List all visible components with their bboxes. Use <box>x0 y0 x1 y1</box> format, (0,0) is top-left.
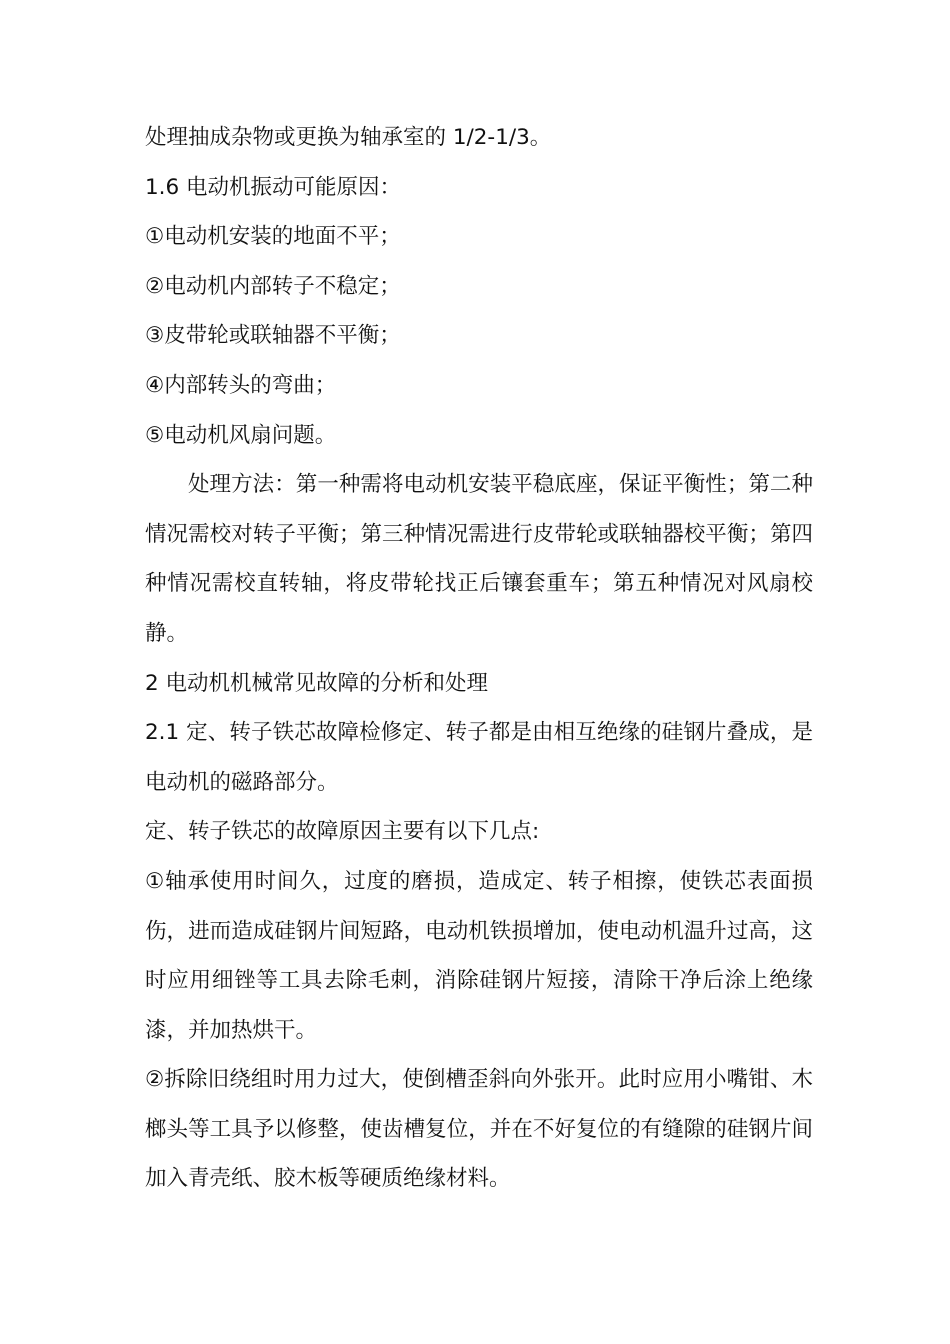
heading-vibration-causes: 1.6 电动机振动可能原因： <box>145 174 402 200</box>
list-item-unbalanced-pulley: ③皮带轮或联轴器不平衡； <box>145 323 401 349</box>
list-item-bearing-wear: ①轴承使用时间久，过度的磨损，造成定、转子相擦，使铁芯表面损伤，进而造成硅钢片间短路，电动机铁损增加，使电动机温升过高，这时应用细锉等工具去除毛刺，消除硅钢片短接，清除干净后涂上绝缘漆，并加热烘干。 <box>145 868 813 1043</box>
paragraph-bearing-chamber-note: 处理抽成杂物或更换为轴承室的 1/2-1/3。 <box>145 125 552 150</box>
paragraph-treatment-methods: 处理方法：第一种需将电动机安装平稳底座，保证平衡性；第二种情况需校对转子平衡；第三种情况需进行皮带轮或联轴器校平衡；第四种情况需校直转轴，将皮带轮找正后镶套重车；第五种情况对风扇校静。 <box>145 472 813 646</box>
paragraph-core-fault-causes-intro: 定、转子铁芯的故障原因主要有以下几点: <box>145 819 540 845</box>
document-body <box>145 113 813 1204</box>
list-item-fan-problem: ⑤电动机风扇问题。 <box>145 422 337 448</box>
list-item-winding-removal: ②拆除旧绕组时用力过大，使倒槽歪斜向外张开。此时应用小嘴钳、木榔头等工具予以修整，使齿槽复位，并在不好复位的有缝隙的硅钢片间加入青壳纸、胶木板等硬质绝缘材料。 <box>145 1067 813 1192</box>
list-item-bent-shaft: ④内部转头的弯曲； <box>145 372 337 398</box>
heading-mechanical-faults: 2 电动机机械常见故障的分析和处理 <box>145 670 489 696</box>
list-item-unstable-rotor: ②电动机内部转子不稳定； <box>145 273 401 299</box>
list-item-uneven-ground: ①电动机安装的地面不平； <box>145 224 401 250</box>
paragraph-core-fault-repair: 2.1 定、转子铁芯故障检修定、转子都是由相互绝缘的硅钢片叠成，是电动机的磁路部分。 <box>145 720 813 795</box>
